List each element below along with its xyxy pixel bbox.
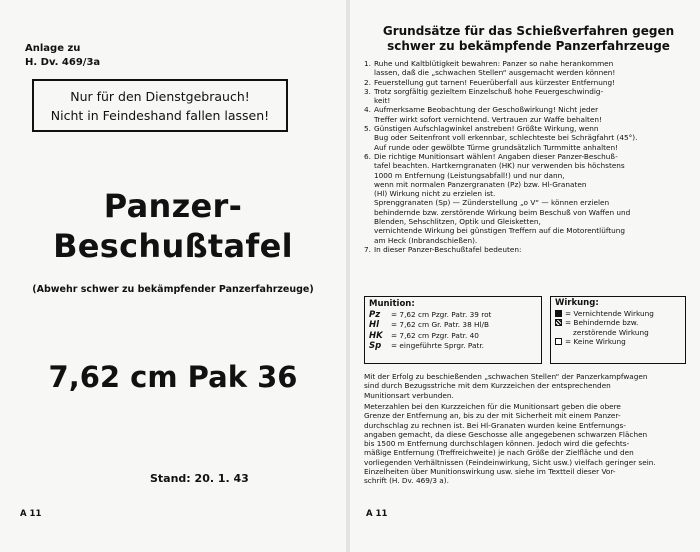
- wirkung-description: zerstörende Wirkung: [573, 327, 649, 337]
- anlage-line-1: Anlage zu: [25, 43, 81, 54]
- wirkung-title: Wirkung:: [555, 298, 599, 308]
- paragraph-line: mäßige Entfernung (Treffreichweite) je nach Größe der Zielfläche und den: [364, 448, 634, 458]
- right-page: [350, 0, 700, 552]
- rule-line: keit!: [374, 96, 391, 106]
- rule-line: behindernde bzw. zerstörende Wirkung beim Beschuß von Waffen und: [374, 207, 631, 217]
- classification-box: [32, 79, 288, 132]
- munition-abbreviation: Hl: [369, 320, 380, 330]
- rule-number: 5.: [364, 124, 371, 134]
- paragraph-line: Meterzahlen bei den Kurzzeichen für die Munitionsart geben die obere: [364, 402, 621, 411]
- rule-text: [374, 59, 692, 78]
- rule-line: Feuerstellung gut tarnen! Feuerüberfall aus kürzester Entfernung!: [374, 77, 616, 87]
- rule-text: [374, 105, 692, 124]
- wirkung-description: = Keine Wirkung: [565, 337, 626, 347]
- rule-line: Günstigen Aufschlagwinkel anstreben! Größte Wirkung, wenn: [374, 124, 599, 134]
- munition-abbreviation: Pz: [369, 309, 381, 320]
- munition-row: [369, 310, 537, 321]
- munition-legend: [364, 296, 542, 364]
- rule-line: (Hl) Wirkung nicht zu erzielen ist.: [374, 189, 496, 199]
- rule-line: Aufmerksame Beobachtung der Geschoßwirkung! Nicht jeder: [374, 105, 599, 115]
- munition-description: = 7,62 cm Pzgr. Patr. 40: [391, 330, 479, 340]
- classification-line-1: Nur für den Dienstgebrauch!: [70, 89, 250, 104]
- rule-number: 4.: [364, 105, 371, 115]
- rule-line: Sprenggranaten (Sp) — Zünderstellung „o V“ — können erzielen: [374, 198, 610, 208]
- principles-heading: [366, 24, 691, 54]
- right-page-number: A 11: [366, 509, 388, 519]
- munition-abbreviation: HK: [369, 330, 383, 341]
- document-subtitle: (Abwehr schwer zu bekämpfender Panzerfahrzeuge): [32, 284, 314, 295]
- paragraph-line: vorliegenden Verhältnissen (Feindeinwirkung, Sicht usw.) vielfach geringer sein.: [364, 457, 656, 467]
- rule-number: 6.: [364, 151, 371, 161]
- rule-item: [364, 87, 692, 106]
- rule-line: am Heck (Inbrandschießen).: [374, 235, 478, 245]
- rule-line: tafel beachten. Hartkerngranaten (HK) nur verwenden bis höchstens: [374, 161, 625, 171]
- paragraph-line: durchschlag zu rechnen ist. Bei Hl-Granaten wurden keine Entfernungs-: [364, 420, 626, 430]
- range-paragraph: [364, 402, 692, 486]
- rule-number: 1.: [364, 59, 371, 68]
- paragraph-line: bis 1500 m Entfernung durchschlagen können. Jedoch wird die gefechts-: [364, 439, 630, 449]
- left-page-number: A 11: [20, 509, 42, 519]
- rule-text: [374, 245, 692, 254]
- munition-title: Munition:: [369, 299, 415, 309]
- legend-swatch-full: [555, 310, 562, 317]
- paragraph-line: Grenze der Entfernung an, bis zu der mit Sicherheit mit einem Panzer-: [364, 411, 621, 421]
- rule-line: lassen, daß die „schwachen Stellen“ ausgemacht werden können!: [374, 68, 616, 78]
- rule-item: [364, 152, 692, 245]
- rule-line: wenn mit normalen Panzergranaten (Pz) bzw. Hl-Granaten: [374, 179, 587, 189]
- munition-description: = eingeführte Sprgr. Patr.: [391, 341, 484, 350]
- wirkung-row: [555, 309, 681, 319]
- rule-text: [374, 152, 692, 245]
- paragraph-line: angaben gemacht, da diese Geschosse alle angegebenen schwarzen Flächen: [364, 429, 648, 439]
- paragraph-line: Einzelheiten über Munitionswirkung usw. siehe im Textteil dieser Vor-: [364, 467, 616, 477]
- munition-abbreviation: Sp: [369, 341, 382, 351]
- munition-description: = 7,62 cm Gr. Patr. 38 Hl/B: [391, 320, 490, 329]
- left-page: [0, 0, 346, 552]
- paragraph-line: Mit der Erfolg zu beschießenden „schwachen Stellen“ der Panzerkampfwagen: [364, 372, 648, 381]
- rule-line: Trotz sorgfältig gezieltem Einzelschuß hohe Feuergeschwindig-: [374, 86, 604, 96]
- rule-item: [364, 105, 692, 124]
- rule-item: [364, 59, 692, 78]
- rule-line: Blenden, Sehschlitzen, Optik und Gleisketten,: [374, 217, 541, 227]
- rule-line: Auf runde oder gewölbte Türme grundsätzlich Turmmitte anhalten!: [374, 142, 619, 152]
- wirkung-description: = Vernichtende Wirkung: [565, 308, 654, 318]
- rule-number: 2.: [364, 77, 371, 87]
- title-line-2: Beschußtafel: [53, 227, 293, 265]
- wirkung-row: [555, 318, 681, 328]
- anlage-reference: [25, 42, 100, 70]
- rule-line: Die richtige Munitionsart wählen! Angaben dieser Panzer-Beschuß-: [374, 151, 618, 161]
- weapon-designation: 7,62 cm Pak 36: [48, 360, 298, 394]
- rule-text: [374, 78, 692, 87]
- heading-line-1: Grundsätze für das Schießverfahren gegen: [382, 24, 675, 38]
- rule-item: [364, 78, 692, 87]
- legend-swatch-hatch: [555, 319, 562, 326]
- rule-text: [374, 124, 692, 152]
- rule-item: [364, 124, 692, 152]
- rule-line: vernichtende Wirkung bei günstigen Treffern auf die Motorentlüftung: [374, 226, 626, 236]
- anlage-line-2: H. Dv. 469/3a: [25, 57, 101, 68]
- legend-swatch-empty: [555, 338, 562, 345]
- rule-item: [364, 245, 692, 254]
- rule-line: Bug oder Seitenfront voll erkennbar, schlechteste bei Schrägfahrt (45°).: [374, 133, 638, 143]
- wirkung-row: [555, 328, 681, 338]
- rule-line: In dieser Panzer-Beschußtafel bedeuten:: [374, 244, 522, 254]
- wirkung-legend: [550, 296, 686, 364]
- stand-date: Stand: 20. 1. 43: [150, 472, 249, 485]
- rule-line: 1000 m Entfernung (Leistungsabfall!) und nur dann,: [374, 170, 565, 180]
- rules-list: [364, 59, 692, 254]
- rule-text: [374, 87, 692, 106]
- strokes-paragraph: [364, 372, 692, 400]
- heading-line-2: schwer zu bekämpfende Panzerfahrzeuge: [387, 39, 670, 53]
- rule-line: Treffer wirkt sofort vernichtend. Vertrauen zur Waffe behalten!: [374, 114, 602, 124]
- paragraph-line: schrift (H. Dv. 469/3 a).: [364, 476, 449, 486]
- wirkung-row: [555, 337, 681, 347]
- classification-line-2: Nicht in Feindeshand fallen lassen!: [50, 108, 270, 123]
- munition-description: = 7,62 cm Pzgr. Patr. 39 rot: [391, 309, 492, 319]
- title-line-1: Panzer-: [103, 187, 243, 225]
- munition-row: [369, 341, 537, 352]
- wirkung-description: = Behindernde bzw.: [565, 318, 639, 328]
- munition-row: [369, 331, 537, 342]
- paragraph-line: Munitionsart verbunden.: [364, 390, 454, 400]
- rule-line: Ruhe und Kaltblütigkeit bewahren: Panzer so nahe herankommen: [374, 59, 614, 68]
- rule-number: 3.: [364, 86, 371, 96]
- document-title: [0, 186, 346, 266]
- munition-row: [369, 320, 537, 331]
- paragraph-line: sind durch Bezugsstriche mit dem Kurzzeichen der entsprechenden: [364, 381, 611, 391]
- rule-number: 7.: [364, 244, 371, 254]
